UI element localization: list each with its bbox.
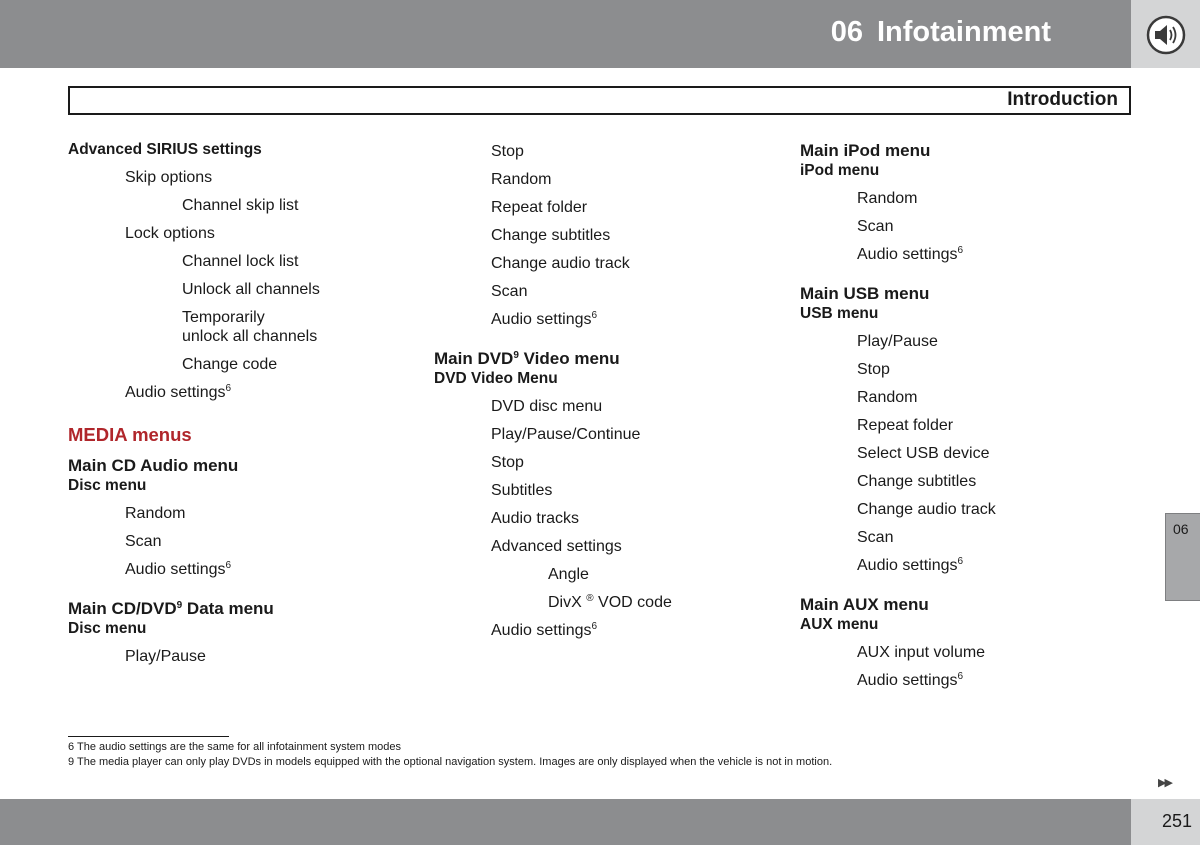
- list-item: Repeat folder: [491, 199, 588, 216]
- section-title-box: [68, 86, 1131, 115]
- footnote-divider: [68, 736, 229, 737]
- list-item-text: Audio settings: [857, 246, 958, 263]
- list-item: unlock all channels: [182, 328, 318, 345]
- list-item: [800, 556, 1150, 575]
- list-item-text: Audio settings: [491, 311, 592, 328]
- footnote-ref: 6: [591, 310, 598, 321]
- list-item: Scan: [857, 529, 894, 546]
- footer-band: [0, 799, 1131, 845]
- registered-mark: ®: [586, 593, 594, 604]
- list-item: Channel skip list: [182, 197, 299, 214]
- menu-heading-text: Main CD/DVD: [68, 599, 177, 618]
- menu-subheading: AUX menu: [800, 616, 879, 633]
- column-2: [434, 140, 774, 640]
- list-item-text: Audio settings: [491, 622, 592, 639]
- list-item: Play/Pause: [857, 333, 938, 350]
- footnote-ref: 9: [176, 600, 183, 611]
- list-item: Channel lock list: [182, 253, 299, 270]
- list-item: Random: [857, 190, 918, 207]
- footnote: [68, 756, 832, 769]
- menu-heading: Main iPod menu: [800, 141, 931, 160]
- list-item: Change audio track: [491, 255, 630, 272]
- list-item: Change subtitles: [491, 227, 611, 244]
- list-item-text: DivX: [548, 594, 582, 611]
- menu-subheading: Disc menu: [68, 477, 147, 494]
- list-item: Lock options: [125, 225, 215, 242]
- footnote-ref: 6: [225, 560, 232, 571]
- list-item: [434, 621, 774, 640]
- footnote-ref: 6: [957, 245, 964, 256]
- footnote-ref: 6: [225, 383, 232, 394]
- list-item: Play/Pause: [125, 648, 206, 665]
- list-item: Advanced settings: [491, 538, 622, 555]
- list-item-text: Audio settings: [857, 557, 958, 574]
- menu-subheading: USB menu: [800, 305, 879, 322]
- footnote-text: The media player can only play DVDs in models equipped with the optional navigation system. Images are only displayed when the vehicle is not in motion.: [76, 756, 833, 768]
- list-item: Angle: [548, 566, 589, 583]
- menu-heading-text: Data menu: [182, 599, 274, 618]
- list-item: Random: [857, 389, 918, 406]
- footnote-ref: 9: [513, 350, 519, 361]
- sirius-heading: Advanced SIRIUS settings: [68, 141, 262, 158]
- footnote: [68, 741, 401, 754]
- list-item: [68, 383, 408, 402]
- menu-heading-text: Video menu: [518, 349, 620, 368]
- menu-heading: Main USB menu: [800, 284, 930, 303]
- list-item: AUX input volume: [857, 644, 986, 661]
- footnote-ref: 6: [957, 671, 964, 682]
- list-item-text: Audio settings: [125, 384, 226, 401]
- column-3: [800, 140, 1150, 690]
- chapter-name: Infotainment: [877, 16, 1051, 48]
- chapter-number: 06: [830, 16, 863, 48]
- list-item: Skip options: [125, 169, 213, 186]
- list-item: Repeat folder: [857, 417, 954, 434]
- list-item: [800, 245, 1150, 264]
- menu-heading: [68, 598, 408, 619]
- footnote-text: The audio settings are the same for all infotainment system modes: [76, 741, 402, 753]
- list-item: [68, 560, 408, 579]
- menu-heading: [434, 348, 774, 369]
- list-item-text: Audio settings: [857, 672, 958, 689]
- list-item: [434, 593, 774, 612]
- list-item-text: VOD code: [593, 594, 672, 611]
- menu-heading: Main AUX menu: [800, 595, 929, 614]
- chapter-side-tab-label: 06: [1173, 521, 1189, 537]
- menu-heading: Main CD Audio menu: [68, 456, 239, 475]
- list-item: Scan: [125, 533, 162, 550]
- footnote-number: 9: [68, 756, 75, 768]
- footnote-number: 6: [68, 741, 75, 753]
- list-item: Change audio track: [857, 501, 996, 518]
- chapter-side-tab[interactable]: [1165, 513, 1200, 601]
- list-item: Change code: [182, 356, 278, 373]
- list-item: Audio tracks: [491, 510, 580, 527]
- list-item: Temporarily: [182, 309, 265, 326]
- header-band: [0, 0, 1131, 68]
- list-item: Scan: [491, 283, 528, 300]
- list-item: Random: [125, 505, 186, 522]
- section-title: Introduction: [1007, 89, 1118, 110]
- list-item: [434, 310, 774, 329]
- list-item: Unlock all channels: [182, 281, 320, 298]
- list-item: DVD disc menu: [491, 398, 603, 415]
- page-number-box: [1131, 799, 1200, 845]
- list-item: Stop: [857, 361, 890, 378]
- speaker-icon: [1146, 15, 1186, 55]
- list-item: [800, 671, 1150, 690]
- list-item: Random: [491, 171, 552, 188]
- footnote-ref: 6: [591, 621, 598, 632]
- media-menus-heading: MEDIA menus: [68, 424, 192, 445]
- menu-subheading: Disc menu: [68, 620, 147, 637]
- list-item: Change subtitles: [857, 473, 977, 490]
- menu-subheading: DVD Video Menu: [434, 370, 558, 387]
- list-item: Stop: [491, 454, 524, 471]
- footnote-ref: 6: [957, 556, 964, 567]
- menu-heading-text: Main DVD: [434, 349, 514, 368]
- chapter-title: [831, 16, 1051, 49]
- list-item: Subtitles: [491, 482, 553, 499]
- list-item: Play/Pause/Continue: [491, 426, 641, 443]
- page-number: 251: [1161, 811, 1192, 831]
- list-item: Stop: [491, 143, 524, 160]
- column-1: [68, 140, 408, 666]
- menu-subheading: iPod menu: [800, 162, 880, 179]
- double-arrow-right-icon: ▶▶: [1158, 777, 1171, 789]
- list-item-text: Audio settings: [125, 561, 226, 578]
- chapter-icon-box: [1131, 0, 1200, 68]
- list-item: Scan: [857, 218, 894, 235]
- list-item: Select USB device: [857, 445, 990, 462]
